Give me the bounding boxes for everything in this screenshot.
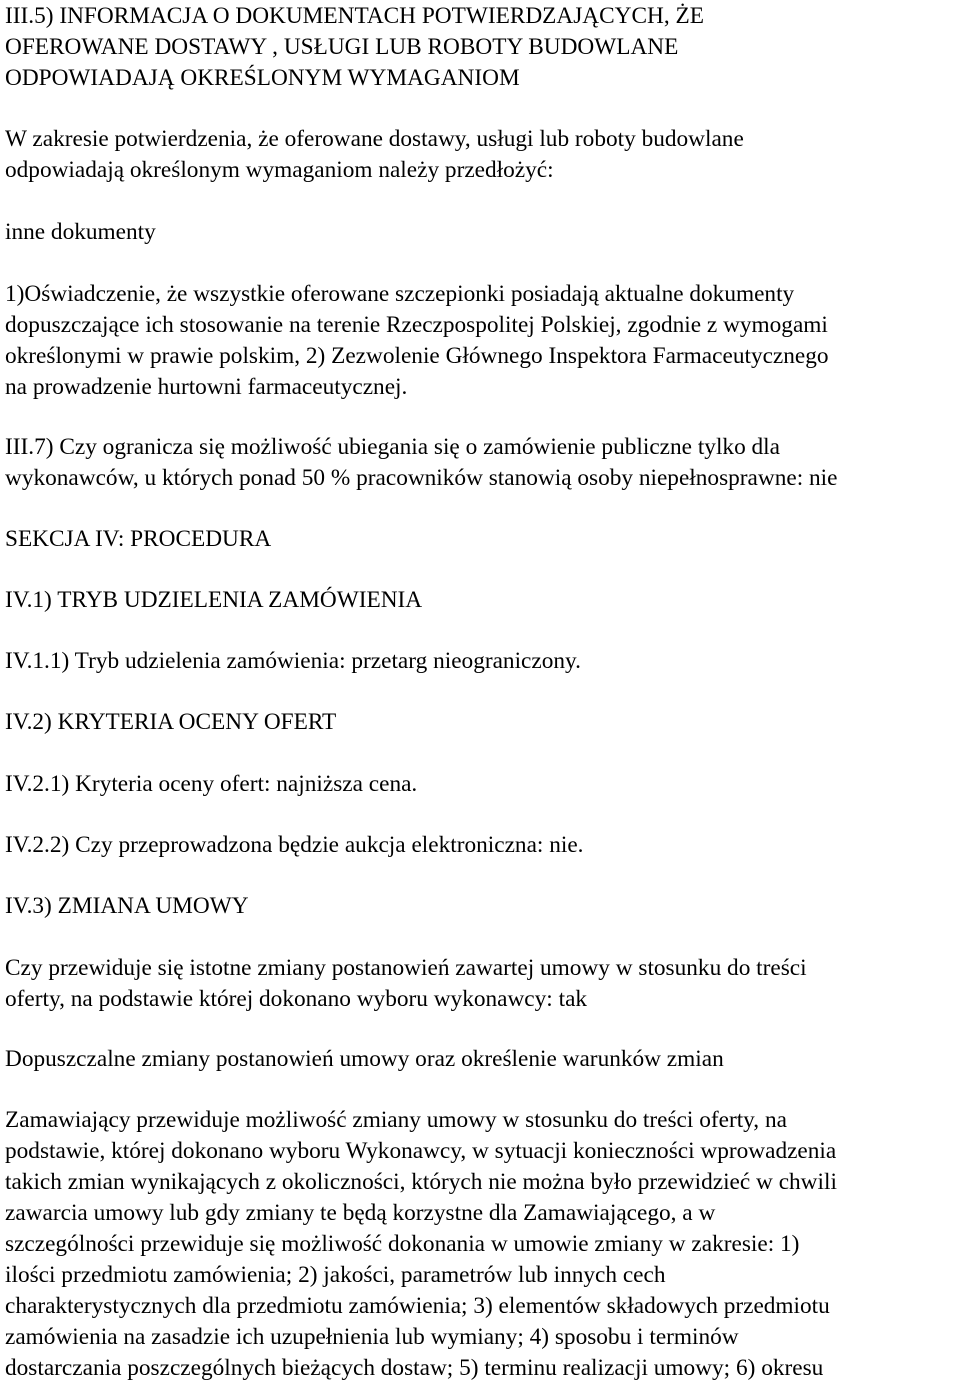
text-line: wykonawców, u których ponad 50 % pracowników stanowią osoby niepełnosprawne: nie: [5, 465, 838, 491]
text-line: dopuszczające ich stosowanie na terenie Rzeczpospolitej Polskiej, zgodnie z wymogami: [5, 312, 828, 338]
text-line: IV.1) TRYB UDZIELENIA ZAMÓWIENIA: [5, 587, 423, 613]
text-line: Czy przewiduje się istotne zmiany postanowień zawartej umowy w stosunku do treści: [5, 955, 807, 981]
text-line: Zamawiający przewiduje możliwość zmiany umowy w stosunku do treści oferty, na: [5, 1107, 787, 1133]
text-line: określonymi w prawie polskim, 2) Zezwolenie Głównego Inspektora Farmaceutycznego: [5, 343, 829, 369]
text-line: IV.2.1) Kryteria oceny ofert: najniższa cena.: [5, 771, 418, 797]
text-line: III.7) Czy ogranicza się możliwość ubiegania się o zamówienie publiczne tylko dla: [5, 434, 780, 460]
text-line: podstawie, której dokonano wyboru Wykonawcy, w sytuacji konieczności wprowadzenia: [5, 1138, 837, 1164]
section-iv2: [5, 707, 336, 738]
contract-change-question: [5, 953, 807, 1015]
section-iii5-heading: [5, 1, 704, 94]
text-line: ODPOWIADAJĄ OKREŚLONYM WYMAGANIOM: [5, 65, 520, 91]
other-documents-label: [5, 217, 156, 248]
section-iv11: [5, 646, 581, 677]
section-iv21: [5, 769, 417, 800]
text-line: 1)Oświadczenie, że wszystkie oferowane szczepionki posiadają aktualne dokumenty: [5, 281, 795, 307]
other-documents-list: [5, 279, 829, 403]
text-line: na prowadzenie hurtowni farmaceutycznej.: [5, 374, 408, 400]
text-line: zawarcia umowy lub gdy zmiany te będą korzystne dla Zamawiającego, a w: [5, 1200, 716, 1226]
text-line: takich zmian wynikających z okoliczności, których nie można było przewidzieć w chwili: [5, 1169, 837, 1195]
text-line: III.5) INFORMACJA O DOKUMENTACH POTWIERDZAJĄCYCH, ŻE: [5, 3, 704, 29]
text-line: IV.2) KRYTERIA OCENY OFERT: [5, 709, 337, 735]
section-iv22: [5, 830, 584, 861]
text-line: OFEROWANE DOSTAWY , USŁUGI LUB ROBOTY BUDOWLANE: [5, 34, 679, 60]
text-line: W zakresie potwierdzenia, że oferowane dostawy, usługi lub roboty budowlane: [5, 126, 744, 152]
text-line: IV.2.2) Czy przeprowadzona będzie aukcja elektroniczna: nie.: [5, 832, 584, 858]
text-line: szczególności przewiduje się możliwość dokonania w umowie zmiany w zakresie: 1): [5, 1231, 800, 1257]
section-iv3: [5, 891, 249, 922]
section-iii5-intro: [5, 124, 744, 186]
permitted-changes-body: [5, 1105, 837, 1384]
text-line: IV.3) ZMIANA UMOWY: [5, 893, 249, 919]
text-line: ilości przedmiotu zamówienia; 2) jakości, parametrów lub innych cech: [5, 1262, 666, 1288]
text-line: odpowiadają określonym wymaganiom należy przedłożyć:: [5, 157, 554, 183]
text-line: SEKCJA IV: PROCEDURA: [5, 526, 272, 552]
section-iv1: [5, 585, 422, 616]
section-iii7: [5, 432, 837, 494]
permitted-changes-heading: [5, 1044, 724, 1075]
text-line: zamówienia na zasadzie ich uzupełnienia lub wymiany; 4) sposobu i terminów: [5, 1324, 739, 1350]
text-line: IV.1.1) Tryb udzielenia zamówienia: przetarg nieograniczony.: [5, 648, 581, 674]
text-line: inne dokumenty: [5, 219, 156, 245]
section-iv-heading: [5, 524, 271, 555]
text-line: oferty, na podstawie której dokonano wyboru wykonawcy: tak: [5, 986, 588, 1012]
text-line: Dopuszczalne zmiany postanowień umowy oraz określenie warunków zmian: [5, 1046, 724, 1072]
text-line: dostarczania poszczególnych bieżących dostaw; 5) terminu realizacji umowy; 6) okresu: [5, 1355, 824, 1381]
text-line: charakterystycznych dla przedmiotu zamówienia; 3) elementów składowych przedmiotu: [5, 1293, 830, 1319]
